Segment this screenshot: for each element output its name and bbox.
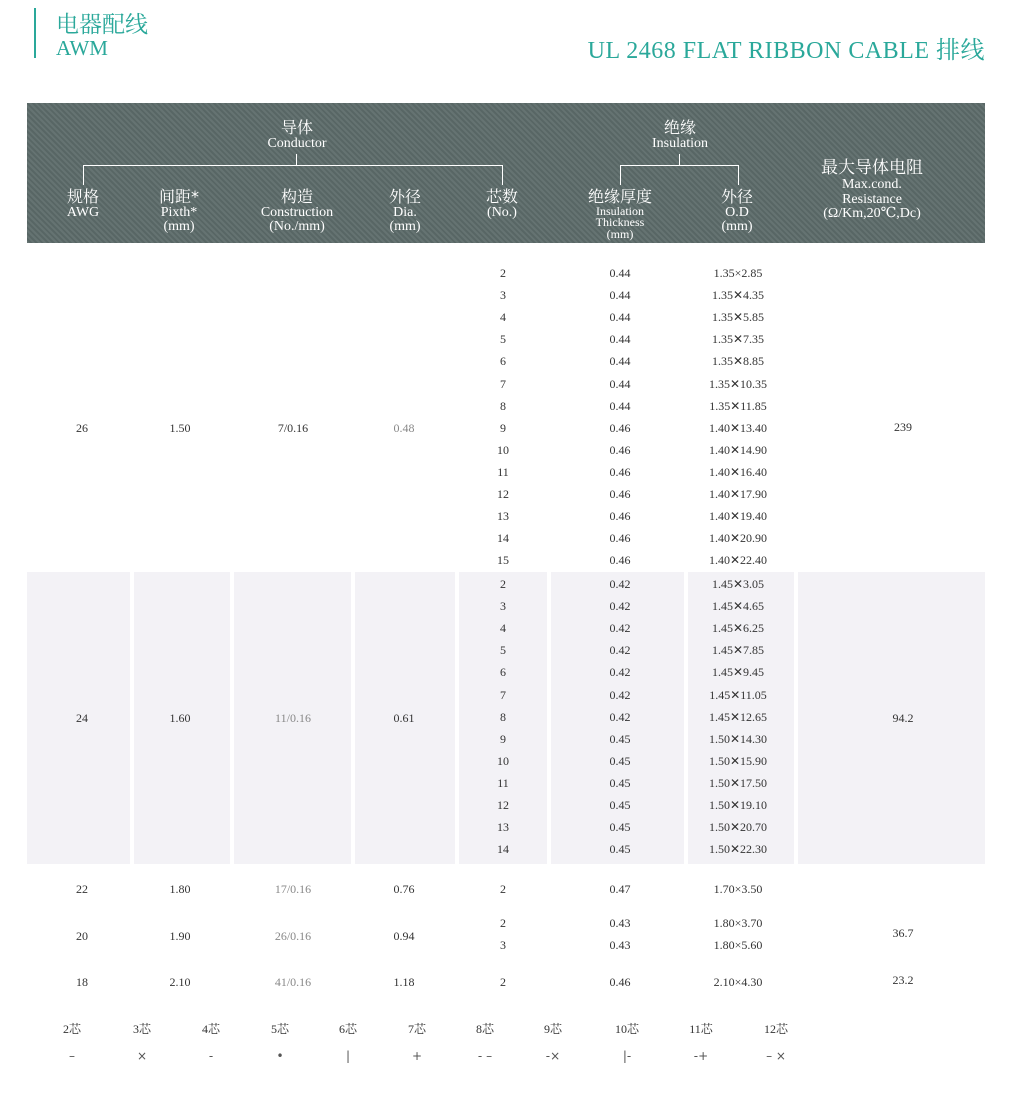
cores-cell: 12 [497, 487, 509, 501]
legend-label: 10芯 [614, 1022, 640, 1036]
table-header [27, 103, 985, 243]
thickness-cell: 0.43 [609, 916, 631, 930]
od-cell: 1.50✕20.70 [708, 820, 768, 835]
thickness-cell: 0.44 [609, 288, 631, 303]
legend-label: 2芯 [62, 1022, 82, 1036]
od-cell: 1.35✕10.35 [708, 376, 768, 391]
od-cell: 1.45✕4.65 [711, 599, 765, 614]
page-title [588, 30, 985, 65]
cores-cell: 6 [500, 354, 506, 369]
header-thickness: 绝缘厚度 Insulation Thickness (mm) [587, 187, 652, 241]
od-cell: 1.35✕4.35 [711, 288, 765, 303]
construction-cell: 7/0.16 [277, 421, 309, 435]
dia-cell: 0.76 [393, 882, 415, 896]
thickness-cell: 0.46 [609, 464, 631, 479]
insulation-bracket-left [620, 165, 621, 185]
cores-cell: 13 [497, 820, 509, 835]
thickness-cell: 0.45 [609, 798, 631, 812]
cores-cell: 3 [500, 288, 506, 303]
od-cell: 1.35×2.85 [713, 266, 763, 280]
thickness-cell: 0.42 [609, 687, 631, 702]
thickness-cell: 0.45 [609, 753, 631, 768]
awg-cell: 18 [76, 975, 88, 989]
awg-cell: 26 [76, 421, 88, 435]
cores-cell: 12 [497, 798, 509, 812]
pitch-cell: 1.60 [169, 711, 191, 725]
cores-cell: 2 [500, 975, 506, 989]
legend-label: 11芯 [689, 1022, 713, 1036]
legend-label: 6芯 [338, 1022, 358, 1036]
od-cell: 1.45✕7.85 [711, 643, 765, 658]
od-cell: 1.40✕19.40 [708, 509, 768, 524]
thickness-cell: 0.46 [609, 487, 631, 501]
thickness-cell: 0.46 [609, 420, 631, 435]
construction-cell: 26/0.16 [274, 929, 312, 943]
header-od: 外径 O.D (mm) [720, 187, 753, 235]
od-cell: 1.50✕19.10 [708, 798, 768, 812]
resistance-cell: 36.7 [892, 926, 914, 940]
header-awg: 规格 AWG [66, 187, 100, 220]
cores-cell: 2 [500, 916, 506, 930]
cores-cell: 9 [500, 731, 506, 746]
resistance-cell: 94.2 [892, 711, 914, 725]
cores-cell: 8 [500, 709, 506, 724]
conductor-bracket-left [83, 165, 84, 185]
legend-label: 3芯 [132, 1022, 152, 1036]
thickness-cell: 0.42 [609, 577, 631, 591]
cores-cell: 3 [500, 599, 506, 614]
resistance-cell: 23.2 [892, 973, 914, 987]
legend-label: 9芯 [543, 1022, 563, 1036]
od-cell: 1.80×3.70 [713, 916, 763, 930]
cores-cell: 11 [497, 775, 509, 790]
header-dia: 外径 Dia. (mm) [388, 187, 421, 235]
od-cell: 1.50✕17.50 [708, 775, 768, 790]
od-cell: 1.35✕8.85 [711, 354, 765, 369]
conductor-bracket-line [83, 165, 503, 166]
legend-symbol: – [69, 1049, 75, 1063]
legend-label: 8芯 [475, 1022, 495, 1036]
pitch-cell: 1.90 [169, 929, 191, 943]
legend-symbol: + [411, 1049, 423, 1063]
od-cell: 1.40✕17.90 [708, 487, 768, 501]
cores-cell: 15 [497, 553, 509, 568]
thickness-cell: 0.46 [609, 509, 631, 524]
cores-cell: 2 [500, 577, 506, 591]
cores-cell: 14 [497, 531, 509, 546]
cores-cell: 13 [497, 509, 509, 524]
cores-cell: 2 [500, 266, 506, 280]
cores-cell: 5 [500, 643, 506, 658]
cores-cell: 14 [497, 842, 509, 857]
od-cell: 1.45✕12.65 [708, 709, 768, 724]
thickness-cell: 0.44 [609, 332, 631, 347]
cores-cell: 7 [500, 687, 506, 702]
legend-label: 4芯 [201, 1022, 221, 1036]
cores-cell: 7 [500, 376, 506, 391]
legend-label: 5芯 [270, 1022, 290, 1036]
od-cell: 1.70×3.50 [713, 882, 763, 896]
od-cell: 1.40✕16.40 [708, 464, 768, 479]
pitch-cell: 1.50 [169, 421, 191, 435]
cores-cell: 11 [497, 464, 509, 479]
legend-symbol: × [136, 1049, 148, 1063]
cores-cell: 10 [497, 442, 509, 457]
thickness-cell: 0.46 [609, 531, 631, 546]
construction-cell: 41/0.16 [274, 975, 312, 989]
od-cell: 1.45✕3.05 [711, 577, 765, 591]
dia-cell: 1.18 [393, 975, 415, 989]
cores-cell: 4 [500, 621, 506, 636]
thickness-cell: 0.45 [609, 731, 631, 746]
legend-symbol: -× [545, 1049, 561, 1063]
construction-cell: 17/0.16 [274, 882, 312, 896]
cores-cell: 8 [500, 398, 506, 413]
header-construction: 构造 Construction (No./mm) [260, 187, 334, 235]
thickness-cell: 0.46 [609, 442, 631, 457]
od-cell: 1.40✕20.90 [708, 531, 768, 546]
legend-symbol: |- [622, 1049, 632, 1063]
thickness-cell: 0.42 [609, 643, 631, 658]
od-cell: 1.50✕22.30 [708, 842, 768, 857]
conductor-bracket-right [502, 165, 503, 185]
conductor-bracket-stem [296, 154, 297, 165]
pitch-cell: 1.80 [169, 882, 191, 896]
thickness-cell: 0.46 [609, 553, 631, 568]
od-cell: 1.35✕5.85 [711, 310, 765, 325]
thickness-cell: 0.45 [609, 842, 631, 857]
od-cell: 1.40✕13.40 [708, 420, 768, 435]
od-cell: 1.45✕6.25 [711, 621, 765, 636]
thickness-cell: 0.45 [609, 820, 631, 835]
cores-cell: 2 [500, 882, 506, 896]
thickness-cell: 0.44 [609, 310, 631, 325]
insulation-bracket-right [738, 165, 739, 185]
brand-bar [34, 8, 36, 58]
thickness-cell: 0.43 [609, 938, 631, 953]
pitch-cell: 2.10 [169, 975, 191, 989]
legend-symbol: | [345, 1049, 351, 1063]
brand-en: AWM [56, 36, 108, 60]
thickness-cell: 0.44 [609, 354, 631, 369]
legend-symbol: • [276, 1049, 284, 1063]
od-cell: 1.50✕15.90 [708, 753, 768, 768]
od-cell: 1.45✕9.45 [711, 665, 765, 680]
header-conductor: 导体 Conductor [267, 118, 327, 151]
header-resistance: 最大导体电阻 Max.cond. Resistance (Ω/Km,20℃,Dc) [821, 158, 923, 222]
header-pitch: 间距* Pixth* (mm) [158, 187, 199, 235]
thickness-cell: 0.42 [609, 621, 631, 636]
dia-cell: 0.48 [393, 421, 415, 435]
od-cell: 1.40✕14.90 [708, 442, 768, 457]
od-cell: 1.80×5.60 [713, 938, 763, 953]
title-cn: 排线 [936, 36, 985, 64]
thickness-cell: 0.45 [609, 775, 631, 790]
legend-symbol: - – [477, 1049, 493, 1063]
od-cell: 2.10×4.30 [713, 975, 763, 989]
cores-cell: 4 [500, 310, 506, 325]
legend-label: 12芯 [763, 1022, 789, 1036]
od-cell: 1.35✕11.85 [709, 398, 767, 413]
od-cell: 1.35✕7.35 [711, 332, 765, 347]
construction-cell: 11/0.16 [275, 711, 311, 725]
cores-cell: 5 [500, 332, 506, 347]
dia-cell: 0.94 [393, 929, 415, 943]
thickness-cell: 0.44 [609, 398, 631, 413]
legend-symbol: – × [766, 1049, 786, 1063]
thickness-cell: 0.44 [609, 266, 631, 280]
legend-symbol: -+ [693, 1049, 709, 1063]
insulation-bracket-line [620, 165, 739, 166]
thickness-cell: 0.42 [609, 709, 631, 724]
thickness-cell: 0.47 [609, 882, 631, 896]
awg-cell: 22 [76, 882, 88, 896]
title-en: UL 2468 FLAT RIBBON CABLE [587, 38, 936, 64]
thickness-cell: 0.42 [609, 599, 631, 614]
od-cell: 1.40✕22.40 [708, 553, 768, 568]
resistance-cell: 239 [894, 420, 912, 434]
brand-cn: 电器配线 [56, 12, 148, 38]
legend-label: 7芯 [407, 1022, 427, 1036]
od-cell: 1.50✕14.30 [708, 731, 768, 746]
cores-cell: 6 [500, 665, 506, 680]
insulation-bracket-stem [679, 154, 680, 165]
thickness-cell: 0.42 [609, 665, 631, 680]
legend-symbol: - [208, 1049, 214, 1063]
header-insulation: 绝缘 Insulation [652, 118, 708, 151]
awg-cell: 24 [76, 711, 88, 725]
cores-cell: 9 [500, 420, 506, 435]
awg-cell: 20 [76, 929, 88, 943]
cores-cell: 10 [497, 753, 509, 768]
thickness-cell: 0.46 [609, 975, 631, 989]
cores-cell: 3 [500, 938, 506, 953]
dia-cell: 0.61 [393, 711, 415, 725]
header-cores: 芯数 (No.) [485, 187, 518, 220]
thickness-cell: 0.44 [609, 376, 631, 391]
od-cell: 1.45✕11.05 [709, 687, 767, 702]
